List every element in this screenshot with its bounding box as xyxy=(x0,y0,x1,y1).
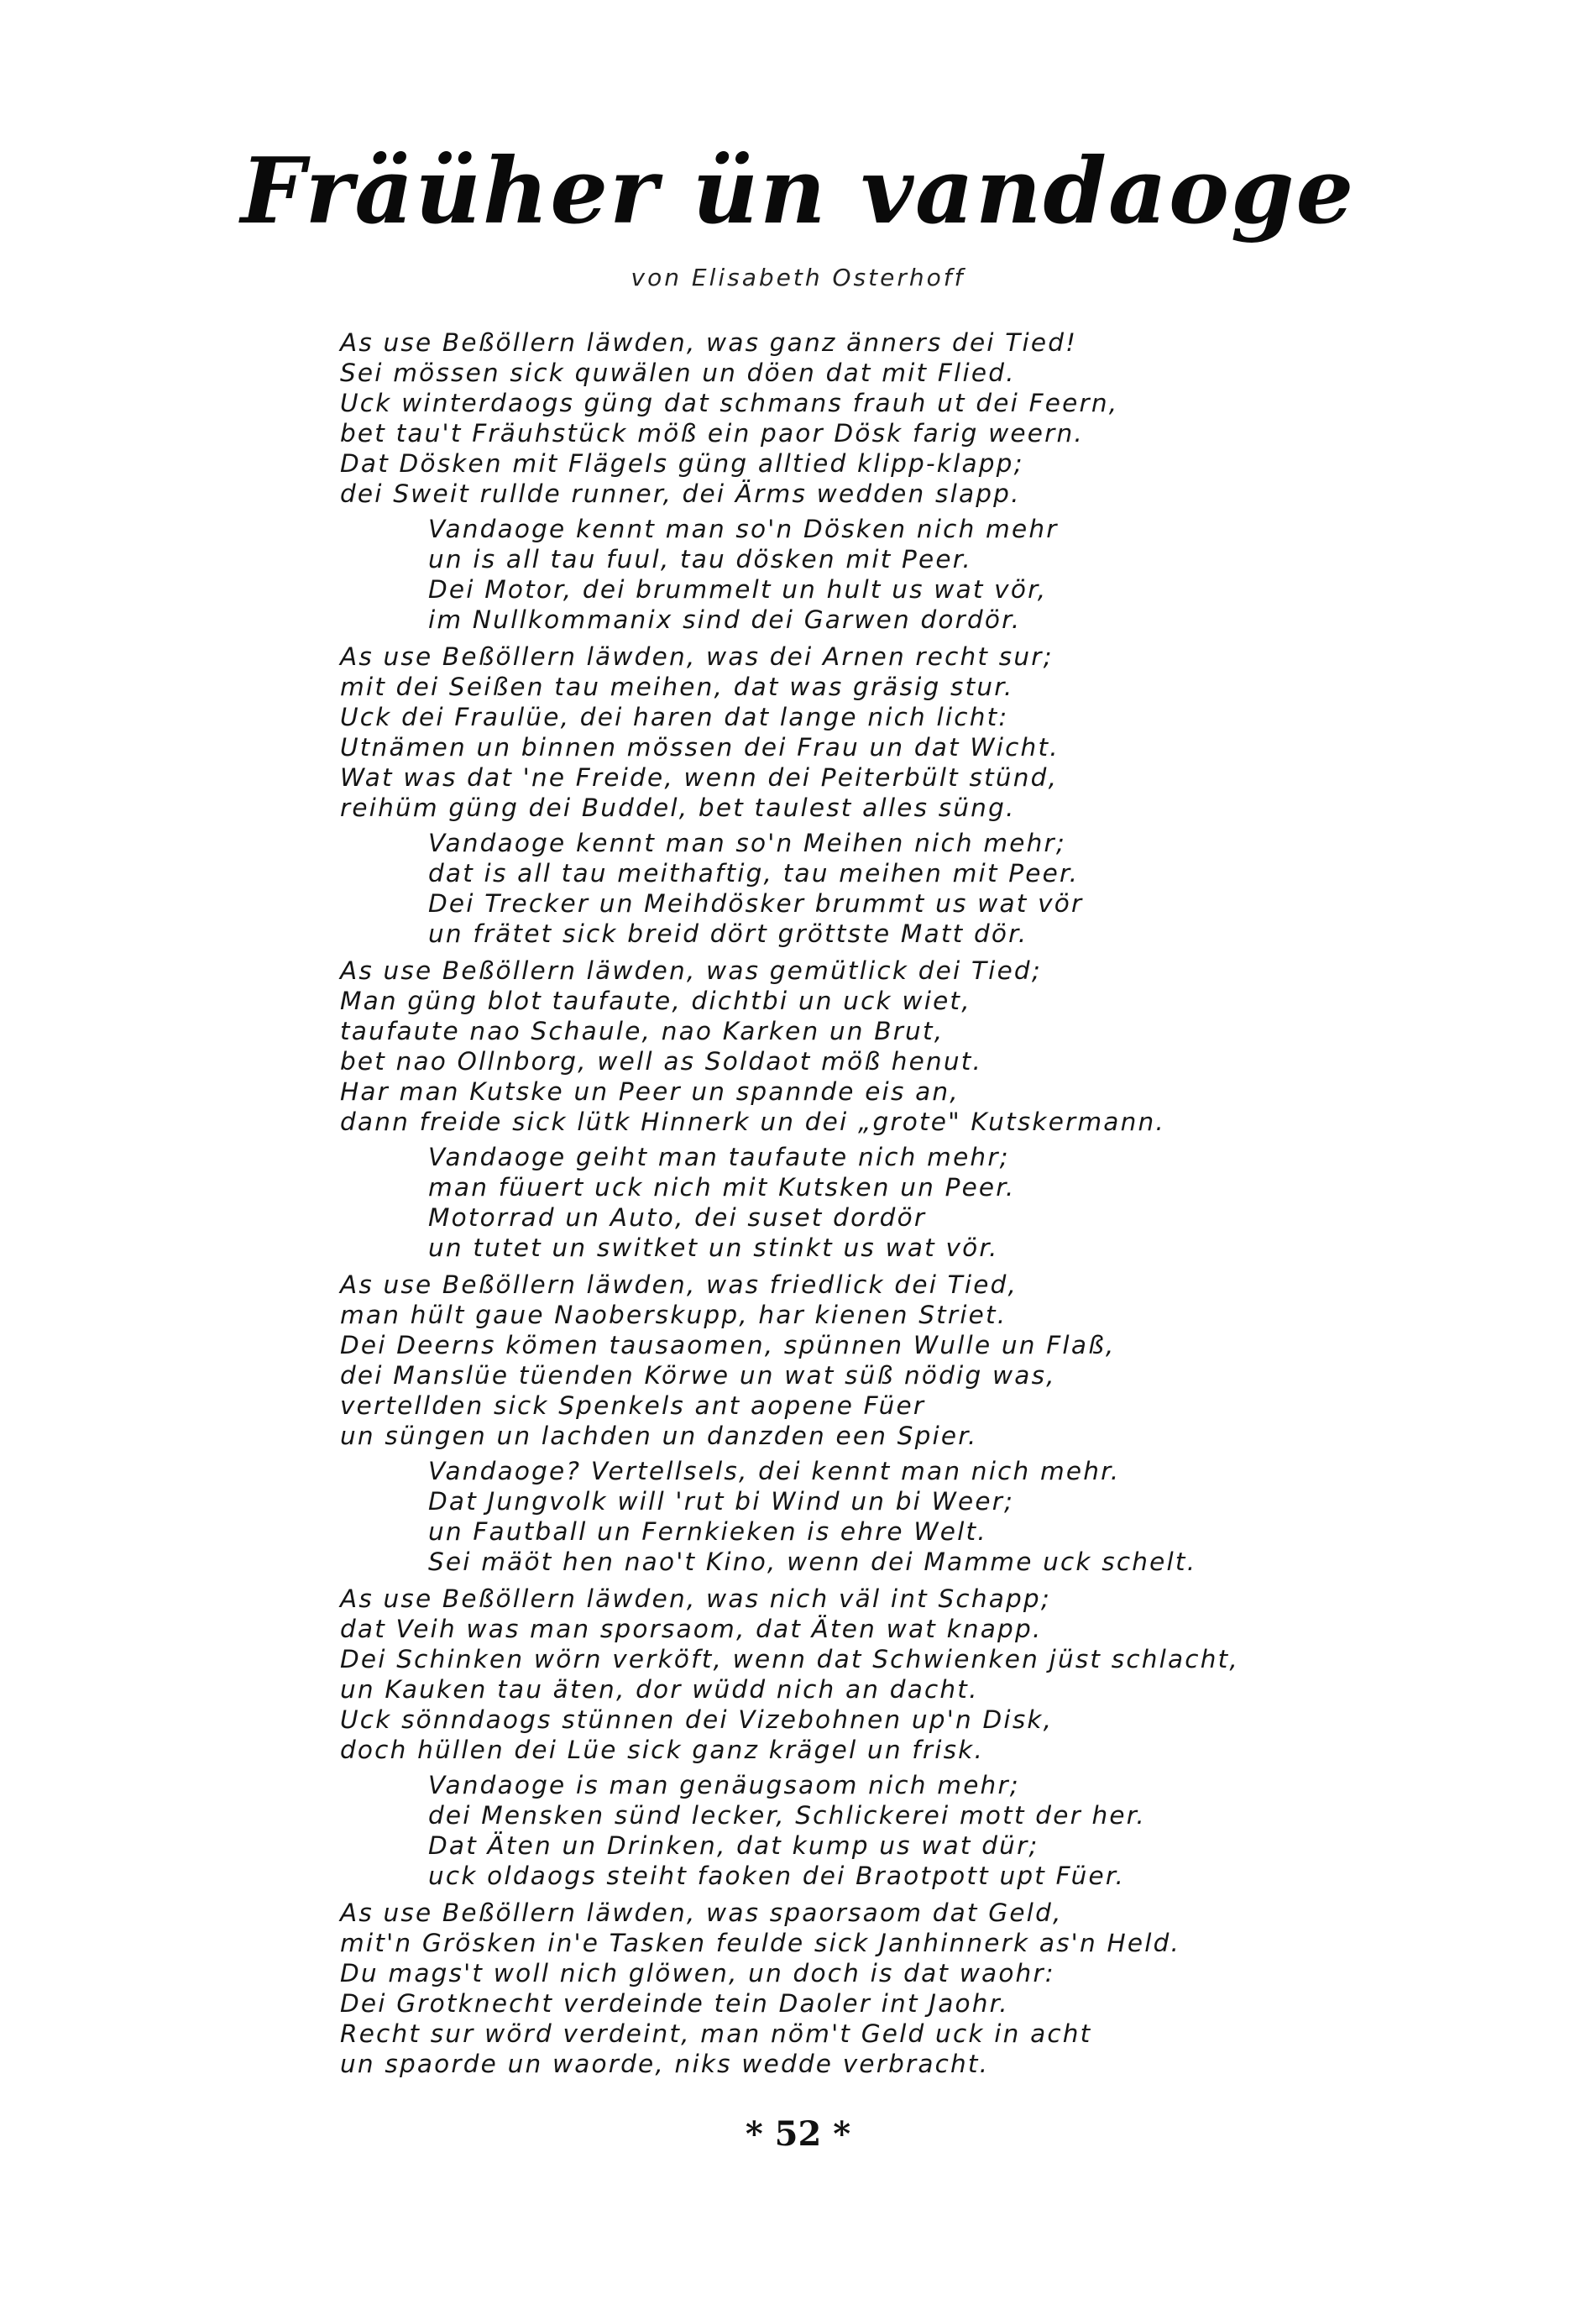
verse-stanza xyxy=(340,956,1272,1137)
poem-line: Dei Grotknecht verdeinde tein Daoler int Jaohr. xyxy=(340,1989,1009,2018)
poem-line: As use Beßöllern läwden, was friedlick dei Tied, xyxy=(340,1270,1018,1299)
verse-stanza xyxy=(340,642,1272,823)
verse-stanza xyxy=(340,1270,1272,1451)
poem-line: un frätet sick breid dört gröttste Matt dör. xyxy=(428,919,1028,948)
poem-line: Har man Kutske un Peer un spannde eis an, xyxy=(340,1077,960,1106)
poem-line: Man güng blot taufaute, dichtbi un uck wiet, xyxy=(340,987,971,1015)
poem-line: Recht sur wörd verdeint, man nöm't Geld uck in acht xyxy=(340,2019,1092,2048)
poem-line: un Kauken tau äten, dor wüdd nich an dacht. xyxy=(340,1675,979,1704)
poem-line: Sei mäöt hen nao't Kino, wenn dei Mamme uck schelt. xyxy=(428,1548,1197,1576)
poem-line: man füuert uck nich mit Kutsken un Peer. xyxy=(428,1173,1016,1202)
poem-line: dann freide sick lütk Hinnerk un dei „grote" Kutskermann. xyxy=(340,1108,1165,1136)
poem-line: Sei mössen sick quwälen un döen dat mit Flied. xyxy=(340,359,1016,387)
poem-line: mit dei Seißen tau meihen, dat was gräsig stur. xyxy=(340,673,1014,701)
poem-line: Dei Trecker un Meihdösker brummt us wat vör xyxy=(428,889,1084,918)
poem-line: reihüm güng dei Buddel, bet taulest alles süng. xyxy=(340,793,1016,822)
verse-stanza xyxy=(340,327,1272,509)
poem-line: Vandaoge is man genäugsaom nich mehr; xyxy=(428,1771,1020,1799)
poem-line: dat Veih was man sporsaom, dat Äten wat knapp. xyxy=(340,1615,1043,1643)
poem-line: dei Mensken sünd lecker, Schlickerei mott der her. xyxy=(428,1801,1146,1830)
poem-line: Wat was dat 'ne Freide, wenn dei Peiterbült stünd, xyxy=(340,763,1059,792)
poem-line: Dei Schinken wörn verköft, wenn dat Schwienken jüst schlacht, xyxy=(340,1645,1239,1673)
poem-line: As use Beßöllern läwden, was ganz änners dei Tied! xyxy=(340,328,1078,357)
verse-stanza xyxy=(340,1584,1272,1765)
poem-line: Motorrad un Auto, dei suset dordör xyxy=(428,1203,927,1232)
poem-line: Dei Deerns kömen tausaomen, spünnen Wulle un Flaß, xyxy=(340,1331,1116,1359)
poem-line: dei Sweit rullde runner, dei Ärms wedden slapp. xyxy=(340,479,1021,508)
poem-line: Uck winterdaogs güng dat schmans frauh ut dei Feern, xyxy=(340,389,1119,417)
poem-line: Utnämen un binnen mössen dei Frau un dat Wicht. xyxy=(340,733,1060,762)
refrain-stanza xyxy=(340,1770,1272,1891)
poem-line: un is all tau fuul, tau dösken mit Peer. xyxy=(428,545,972,573)
poem-line: bet nao Ollnborg, well as Soldaot möß henut. xyxy=(340,1047,983,1076)
poem-line: man hült gaue Naoberskupp, har kienen Striet. xyxy=(340,1301,1007,1329)
poem-line: Dat Jungvolk will 'rut bi Wind un bi Weer; xyxy=(428,1487,1015,1516)
poem-line: Uck dei Fraulüe, dei haren dat lange nich licht: xyxy=(340,703,1009,731)
poem-line: As use Beßöllern läwden, was spaorsaom dat Geld, xyxy=(340,1898,1063,1927)
poem-line: mit'n Grösken in'e Tasken feulde sick Janhinnerk as'n Held. xyxy=(340,1929,1181,1957)
poem-line: As use Beßöllern läwden, was dei Arnen recht sur; xyxy=(340,642,1054,671)
poem-title: Fräüher ün vandaoge xyxy=(240,139,1356,244)
poem-line: im Nullkommanix sind dei Garwen dordör. xyxy=(428,605,1022,634)
poem-line: vertellden sick Spenkels ant aopene Füer xyxy=(340,1391,926,1420)
refrain-stanza xyxy=(340,1142,1272,1263)
author-byline: von Elisabeth Osterhoff xyxy=(631,264,965,291)
poem-line: Du mags't woll nich glöwen, un doch is dat waohr: xyxy=(340,1959,1055,1987)
poem-body xyxy=(340,327,1272,2084)
poem-line: un spaorde un waorde, niks wedde verbracht. xyxy=(340,2050,990,2078)
page-number: * 52 * xyxy=(745,2114,851,2154)
verse-stanza xyxy=(340,1898,1272,2079)
poem-line: dat is all tau meithaftig, tau meihen mit Peer. xyxy=(428,859,1080,888)
poem-line: Dat Dösken mit Flägels güng alltied klipp-klapp; xyxy=(340,449,1024,478)
refrain-stanza xyxy=(340,828,1272,949)
poem-line: As use Beßöllern läwden, was nich väl int Schapp; xyxy=(340,1584,1051,1613)
poem-line: Vandaoge kennt man so'n Meihen nich mehr; xyxy=(428,829,1066,857)
poem-line: taufaute nao Schaule, nao Karken un Brut, xyxy=(340,1017,945,1045)
refrain-stanza xyxy=(340,514,1272,635)
poem-line: un Fautball un Fernkieken is ehre Welt. xyxy=(428,1517,987,1546)
poem-line: Uck sönndaogs stünnen dei Vizebohnen up'n Disk, xyxy=(340,1705,1054,1734)
poem-line: dei Manslüe tüenden Körwe un wat süß nödig was, xyxy=(340,1361,1056,1390)
poem-line: Dat Äten un Drinken, dat kump us wat dür; xyxy=(428,1831,1039,1860)
poem-line: As use Beßöllern läwden, was gemütlick dei Tied; xyxy=(340,956,1042,985)
poem-line: Vandaoge? Vertellsels, dei kennt man nich mehr. xyxy=(428,1457,1121,1485)
poem-line: Vandaoge kennt man so'n Dösken nich mehr xyxy=(428,515,1059,543)
poem-line: Vandaoge geiht man taufaute nich mehr; xyxy=(428,1143,1010,1171)
poem-line: un süngen un lachden un danzden een Spier. xyxy=(340,1422,978,1450)
poem-line: doch hüllen dei Lüe sick ganz krägel un frisk. xyxy=(340,1736,985,1764)
refrain-stanza xyxy=(340,1456,1272,1577)
poem-line: bet tau't Fräuhstück möß ein paor Dösk farig weern. xyxy=(340,419,1084,448)
poem-line: Dei Motor, dei brummelt un hult us wat vör, xyxy=(428,575,1048,604)
poem-line: un tutet un switket un stinkt us wat vör. xyxy=(428,1233,999,1262)
poem-line: uck oldaogs steiht faoken dei Braotpott upt Füer. xyxy=(428,1862,1126,1890)
